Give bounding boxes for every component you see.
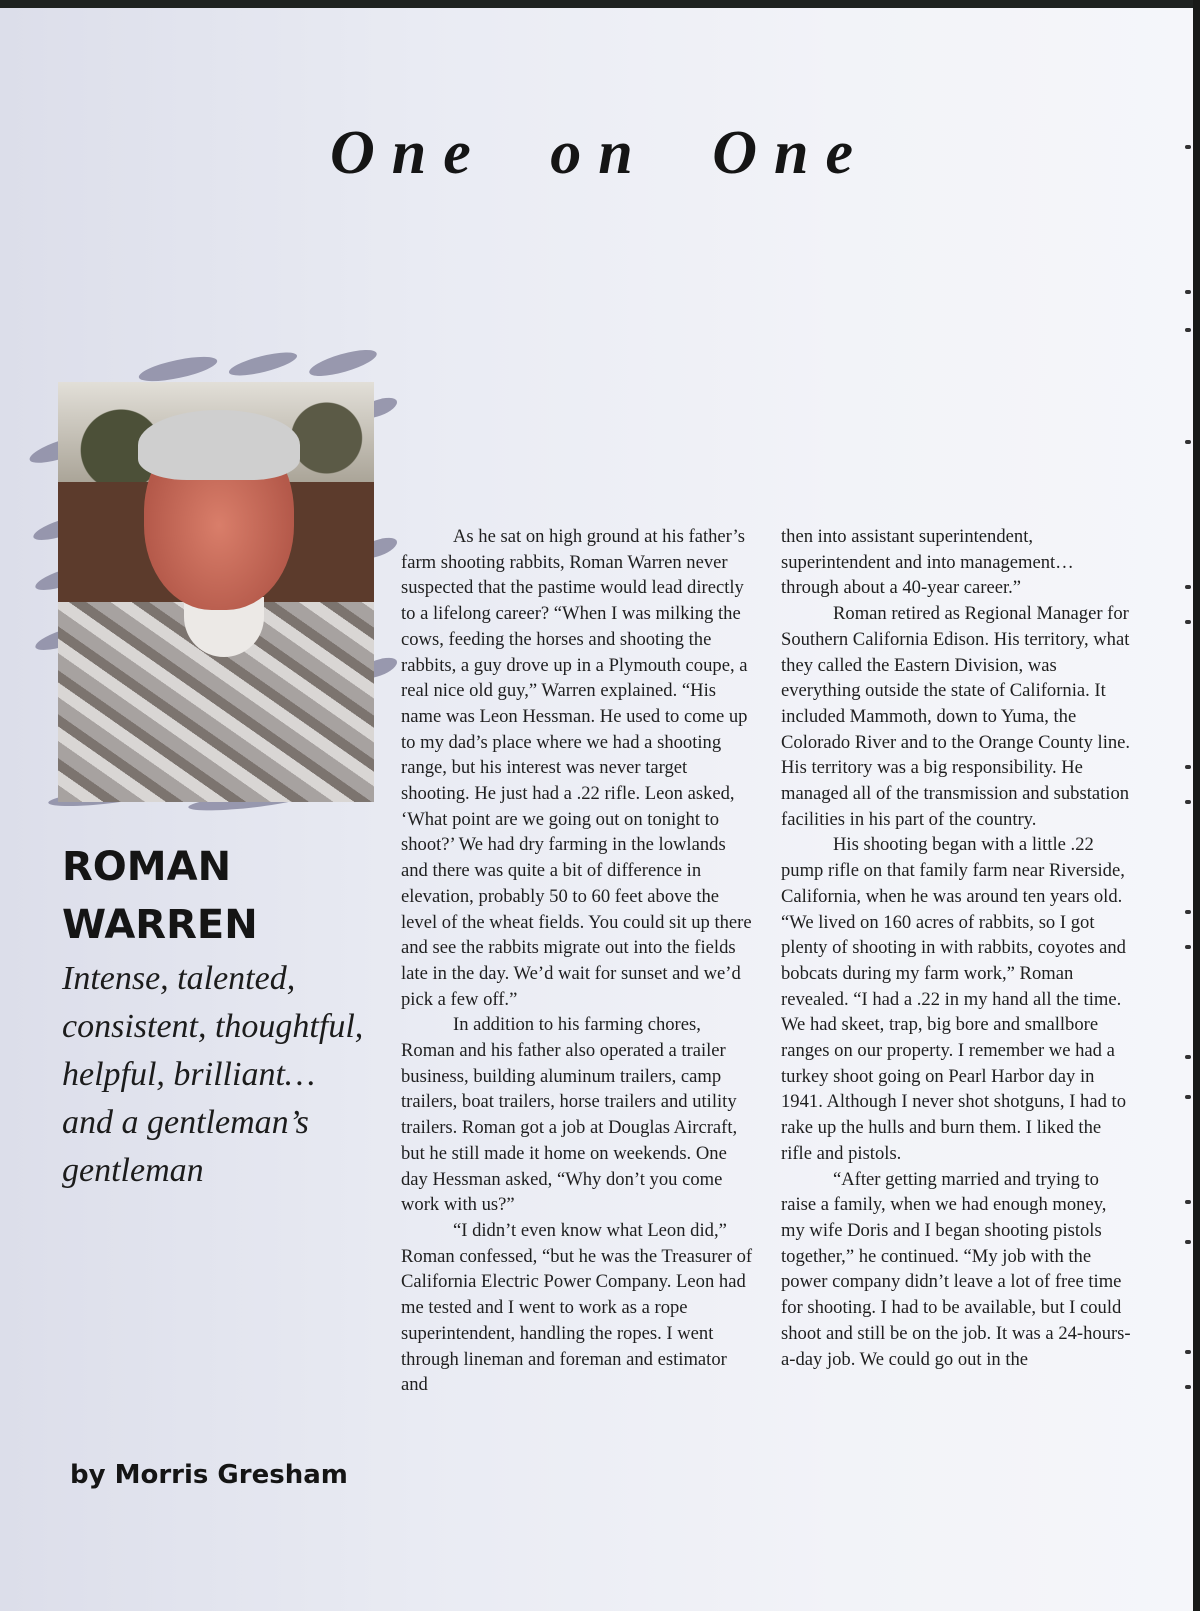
right-border [1193,0,1200,1611]
subject-first-name: ROMAN [62,844,232,890]
paragraph: “I didn’t even know what Leon did,” Roman confessed, “but he was the Treasurer of California Electric Power Company. Leon had me tested and I went to work as a rope superintendent, handling the ropes. I went through lineman and foreman and estimator and [401,1219,753,1396]
paragraph: “After getting married and trying to raise a family, when we had enough money, my wife Doris and I began shooting pistols together,” he continued. “My job with the power company didn’t leave a lot of free time for shooting. I had to be available, but I could shoot and still be on the job. It was a 24-hours-a-day job. We could go out in the [781,1168,1131,1370]
paragraph: His shooting began with a little .22 pump rifle on that family farm near Riverside, California, when he was around ten years old. “We lived on 160 acres of rabbits, so I got plenty of shooting in with rabbits, coyotes and bobcats during my farm work,” Roman revealed. “I had a .22 in my hand all the time. We had skeet, trap, big bore and smallbore ranges on our property. I remember we had a turkey shoot going on Pearl Harbor day in 1941. Although I never shot shotguns, I had to rake up the hulls and burn them. I liked the rifle and pistols. [781,834,1126,1164]
paragraph-continuation: then into assistant superintendent, superintendent and into management… through about a 40-year career.” [781,526,1074,599]
article-column-2 [781,524,1133,1372]
portrait-figure [28,360,398,820]
paragraph: Roman retired as Regional Manager for Southern California Edison. His territory, what they called the Eastern Division, was everything outside the state of California. It included Mammoth, down to Yuma, the Colorado River and to the Orange County line. His territory was a big responsibility. He managed all of the transmission and substation facilities in his part of the country. [781,603,1131,830]
page-title: One on One [329,119,871,187]
paragraph: In addition to his farming chores, Roman and his father also operated a trailer business, building aluminum trailers, camp trailers, boat trailers, horse trailers and utility trailers. Roman got a job at Douglas Aircraft, but he still made it home on weekends. One day Hessman asked, “Why don’t you come work with us?” [401,1014,738,1216]
paragraph: As he sat on high ground at his father’s farm shooting rabbits, Roman Warren never suspected that the pastime would lead directly to a lifelong career? “When I was milking the cows, feeding the horses and shooting the rabbits, a guy drove up in a Plymouth coupe, a real nice old guy,” Warren explained. “His name was Leon Hessman. He used to come up to my dad’s place where we had a shooting range, but his interest was never target shooting. He just had a .22 rifle. Leon asked, ‘What point are we going out on tonight to shoot?’ We had dry farming in the lowlands and there was quite a bit of difference in elevation, probably 50 to 60 feet above the level of the wheat fields. You could sit up there and see the rabbits migrate out into the fields late in the day. We’d wait for sunset and we’d pick a few off.” [401,526,752,1010]
subject-name [62,838,258,954]
top-border [0,0,1200,8]
article-column-1 [401,524,753,1398]
subject-tagline: Intense, talented, consistent, thoughtful, helpful, brilliant… and a gentleman’s gentleman [62,960,364,1189]
byline: by Morris Gresham [70,1460,348,1490]
subject-last-name: WARREN [62,902,258,948]
portrait-photo [58,382,374,802]
